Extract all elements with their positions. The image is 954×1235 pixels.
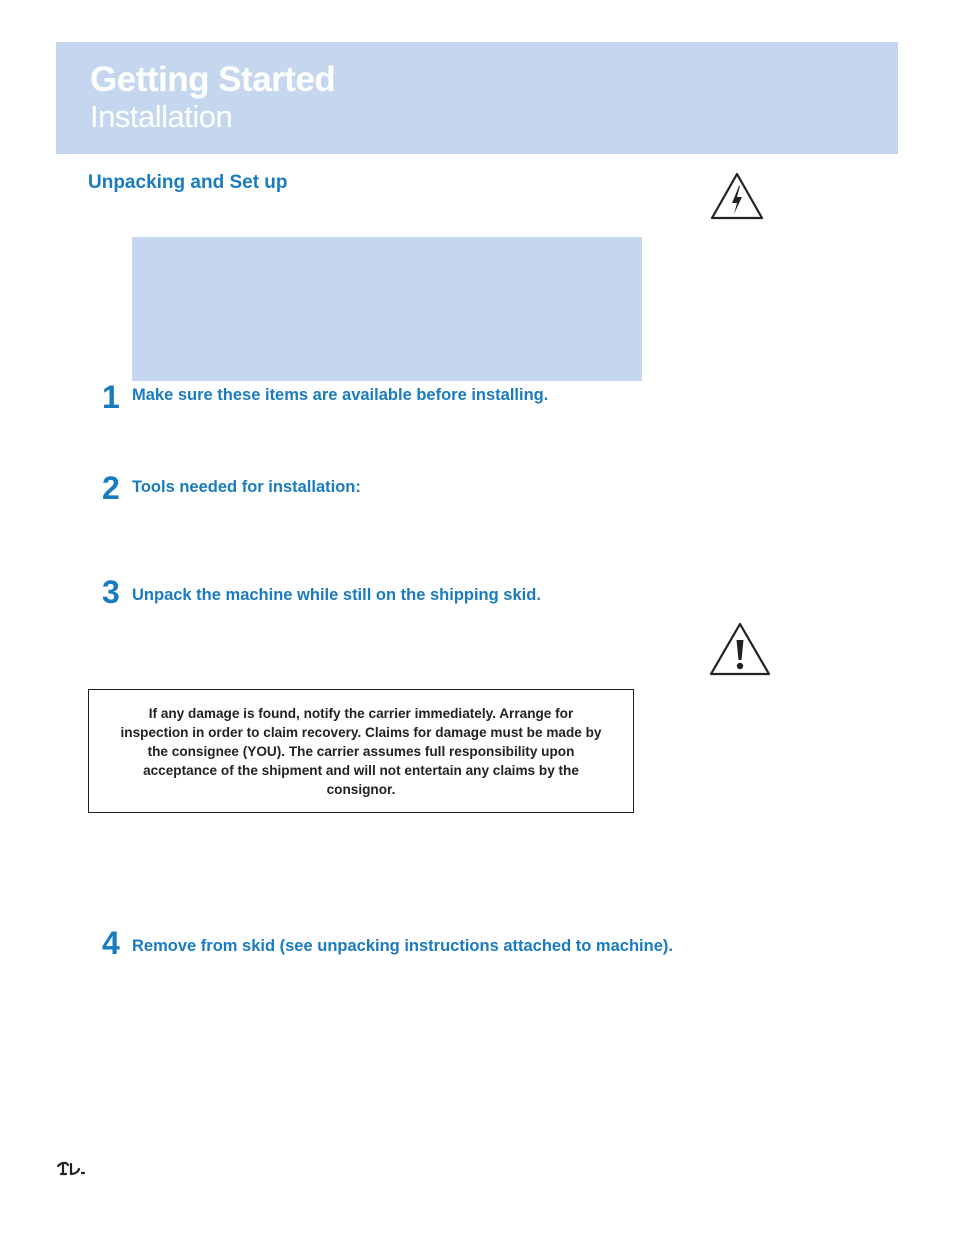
caution-icon	[708, 621, 772, 677]
image-placeholder	[132, 237, 642, 381]
electrical-hazard-icon	[710, 171, 764, 221]
step-number: 3	[102, 574, 120, 610]
step-text: Tools needed for installation:	[132, 478, 361, 496]
step-text: Unpack the machine while still on the shipping skid.	[132, 586, 541, 604]
page-subtitle: Installation	[90, 99, 233, 134]
step-number: 4	[102, 925, 120, 961]
step-text: Remove from skid (see unpacking instructions attached to machine).	[132, 937, 673, 955]
step-number: 1	[102, 379, 120, 415]
section-title: Unpacking and Set up	[88, 172, 288, 193]
page-title: Getting Started	[90, 60, 336, 99]
damage-notice-text: If any damage is found, notify the carrier immediately. Arrange for inspection in order to claim recovery. Claims for damage must be made by the consignee (YOU). The carrier assumes full responsibility upon acceptance of the shipment and will not entertain any claims by the consignor.	[120, 705, 602, 797]
brand-logo-icon	[56, 1158, 86, 1176]
damage-notice-box	[88, 689, 634, 813]
step-text: Make sure these items are available before installing.	[132, 386, 549, 404]
step-number: 2	[102, 470, 120, 506]
